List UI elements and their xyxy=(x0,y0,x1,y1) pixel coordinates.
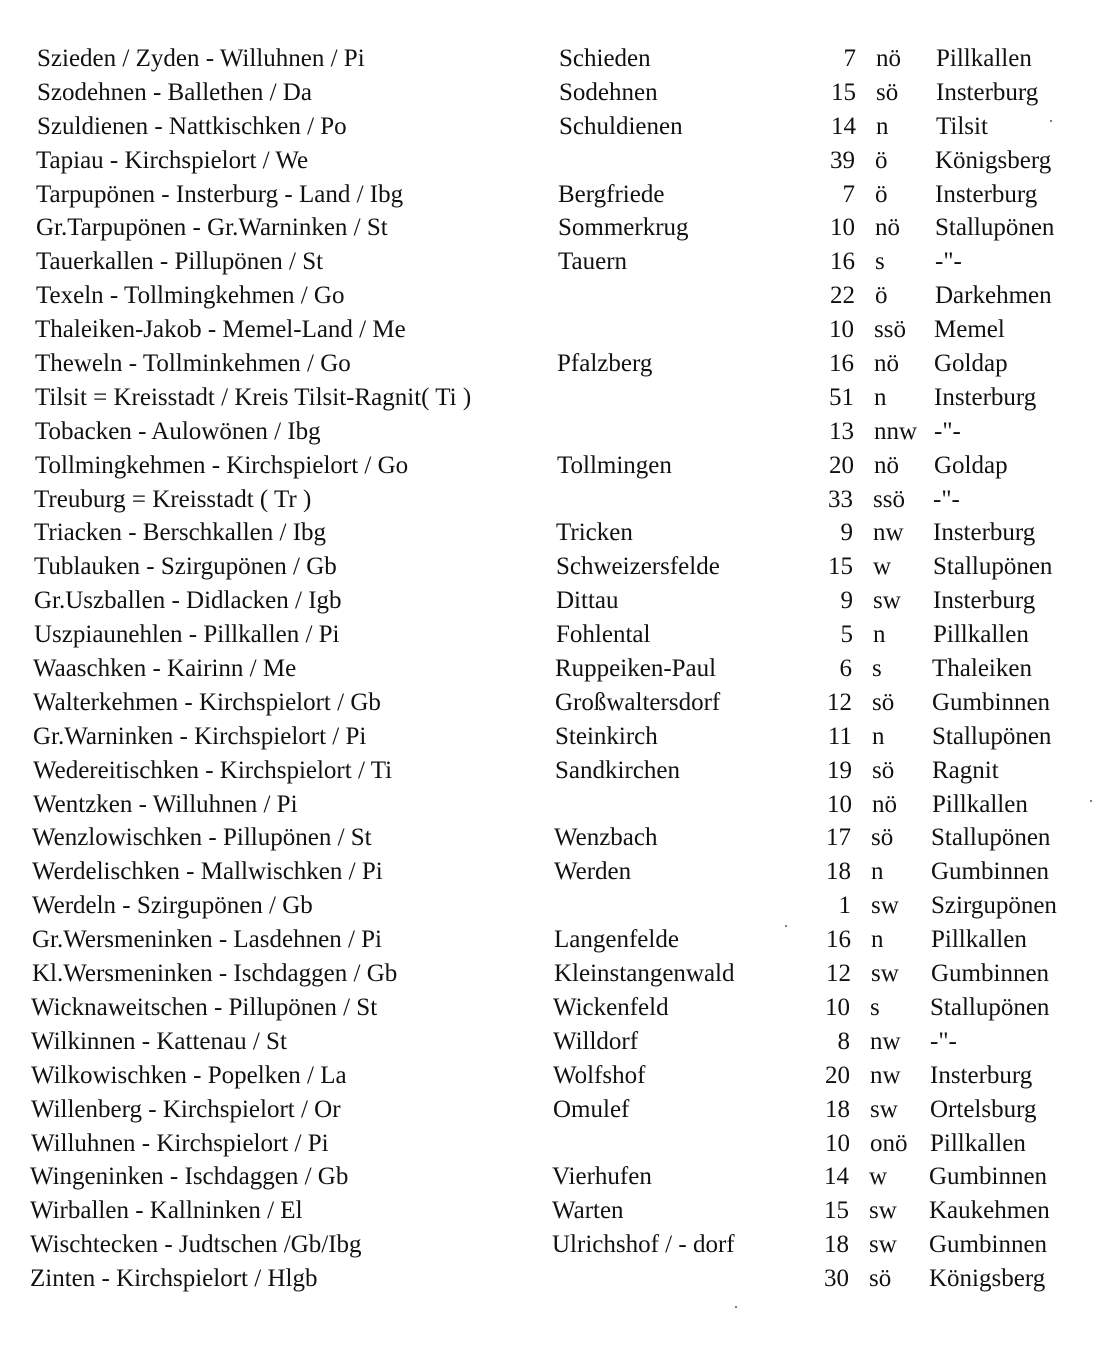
direction: n xyxy=(873,621,886,649)
list-item xyxy=(0,821,1106,855)
distance-km: 51 xyxy=(829,383,854,411)
reference-town: Pillkallen xyxy=(931,926,1027,954)
new-name: Pfalzberg xyxy=(557,350,653,378)
new-name: Werden xyxy=(554,858,632,886)
distance-km: 17 xyxy=(826,824,851,852)
distance-km: 16 xyxy=(826,926,851,954)
new-name: Wickenfeld xyxy=(553,993,669,1021)
place-name: Tobacken - Aulowönen / Ibg xyxy=(35,417,321,445)
distance-km: 16 xyxy=(829,350,854,378)
list-item xyxy=(0,110,1111,144)
list-item xyxy=(0,923,1106,957)
new-name: Wolfshof xyxy=(553,1061,646,1089)
scan-speck xyxy=(1050,120,1052,122)
direction: sw xyxy=(871,960,899,988)
place-name: Tublauken - Szirgupönen / Gb xyxy=(34,553,337,581)
reference-town: Insterburg xyxy=(933,587,1036,615)
list-item xyxy=(0,957,1106,991)
new-name: Sandkirchen xyxy=(555,756,680,784)
direction: n xyxy=(872,722,885,750)
distance-km: 19 xyxy=(827,756,852,784)
reference-town: Stallupönen xyxy=(931,824,1051,852)
place-name: Werdelischken - Mallwischken / Pi xyxy=(32,858,383,886)
distance-km: 10 xyxy=(827,790,852,818)
place-name: Werdeln - Szirgupönen / Gb xyxy=(32,892,313,920)
reference-town: Stallupönen xyxy=(933,553,1053,581)
reference-town: Memel xyxy=(934,316,1005,344)
distance-km: 22 xyxy=(830,282,855,310)
distance-km: 18 xyxy=(825,1095,850,1123)
new-name: Langenfelde xyxy=(554,926,679,954)
list-item xyxy=(0,144,1110,178)
scan-speck xyxy=(1090,800,1092,802)
place-name: Gr.Tarpupönen - Gr.Warninken / St xyxy=(36,214,388,242)
distance-km: 7 xyxy=(842,180,855,208)
list-item xyxy=(0,449,1109,483)
place-name: Tarpupönen - Insterburg - Land / Ibg xyxy=(36,180,404,208)
place-name: Szodehnen - Ballethen / Da xyxy=(37,78,312,106)
new-name: Sommerkrug xyxy=(558,214,689,242)
list-item xyxy=(0,686,1107,720)
new-name: Tollmingen xyxy=(557,451,672,479)
new-name: Wenzbach xyxy=(554,824,658,852)
distance-km: 15 xyxy=(828,553,853,581)
place-name: Wilkowischken - Popelken / La xyxy=(31,1061,347,1089)
place-name: Treuburg = Kreisstadt ( Tr ) xyxy=(34,485,312,513)
list-item xyxy=(0,720,1107,754)
reference-town: Darkehmen xyxy=(935,282,1052,310)
place-name: Wenzlowischken - Pillupönen / St xyxy=(32,824,372,852)
new-name: Warten xyxy=(552,1197,624,1225)
direction: sw xyxy=(873,587,901,615)
reference-town: Szirgupönen xyxy=(931,892,1057,920)
reference-town: Ragnit xyxy=(932,756,999,784)
place-name: Gr.Uszballen - Didlacken / Igb xyxy=(34,587,342,615)
reference-town: Pillkallen xyxy=(932,790,1028,818)
reference-town: Königsberg xyxy=(929,1265,1046,1293)
place-name: Tollmingkehmen - Kirchspielort / Go xyxy=(35,451,409,479)
place-name: Uszpiaunehlen - Pillkallen / Pi xyxy=(34,621,340,649)
place-name: Willuhnen - Kirchspielort / Pi xyxy=(31,1129,329,1157)
distance-km: 10 xyxy=(829,316,854,344)
reference-town: Ortelsburg xyxy=(930,1095,1037,1123)
new-name: Bergfriede xyxy=(558,180,665,208)
direction: nö xyxy=(876,45,901,72)
place-name: Tauerkallen - Pillupönen / St xyxy=(36,248,324,276)
reference-town: -"- xyxy=(935,248,962,276)
list-item xyxy=(0,42,1111,76)
distance-km: 14 xyxy=(824,1163,849,1191)
list-item xyxy=(0,754,1107,788)
direction: sw xyxy=(870,1095,898,1123)
direction: ssö xyxy=(873,485,905,513)
place-name: Willenberg - Kirchspielort / Or xyxy=(31,1095,341,1123)
direction: nw xyxy=(873,519,904,547)
list-item xyxy=(0,1025,1105,1059)
new-name: Tricken xyxy=(556,519,633,547)
direction: w xyxy=(869,1163,888,1191)
list-item xyxy=(0,211,1110,245)
direction: nw xyxy=(870,1027,901,1055)
new-name: Steinkirch xyxy=(555,722,658,750)
place-name: Szieden / Zyden - Willuhnen / Pi xyxy=(37,45,365,72)
distance-km: 39 xyxy=(830,146,855,174)
direction: s xyxy=(870,993,880,1021)
list-item xyxy=(0,381,1109,415)
place-name: Wedereitischken - Kirchspielort / Ti xyxy=(33,756,393,784)
reference-town: Goldap xyxy=(934,350,1008,378)
distance-km: 7 xyxy=(843,45,856,72)
list-item xyxy=(0,855,1106,889)
direction: onö xyxy=(870,1129,908,1157)
new-name: Schieden xyxy=(559,45,651,72)
direction: nw xyxy=(870,1061,901,1089)
place-name: Wingeninken - Ischdaggen / Gb xyxy=(30,1163,349,1191)
list-item xyxy=(0,991,1105,1025)
list-item xyxy=(0,1194,1104,1228)
place-name: Gr.Wersmeninken - Lasdehnen / Pi xyxy=(32,926,382,954)
place-name: Gr.Warninken - Kirchspielort / Pi xyxy=(33,722,367,750)
list-item xyxy=(0,415,1109,449)
reference-town: Stallupönen xyxy=(935,214,1055,242)
distance-km: 12 xyxy=(826,960,851,988)
list-item xyxy=(0,76,1111,110)
direction: n xyxy=(871,926,884,954)
new-name: Dittau xyxy=(556,587,619,615)
distance-km: 18 xyxy=(824,1231,849,1259)
list-item xyxy=(0,618,1108,652)
place-name: Wirballen - Kallninken / El xyxy=(30,1197,303,1225)
place-name: Szuldienen - Nattkischken / Po xyxy=(37,112,347,140)
direction: sw xyxy=(871,892,899,920)
list-item xyxy=(0,313,1109,347)
reference-town: Pillkallen xyxy=(930,1129,1026,1157)
list-item xyxy=(0,279,1110,313)
reference-town: -"- xyxy=(934,417,961,445)
distance-km: 20 xyxy=(825,1061,850,1089)
list-item xyxy=(0,347,1109,381)
distance-km: 15 xyxy=(831,78,856,106)
list-item xyxy=(0,516,1108,550)
reference-town: Goldap xyxy=(934,451,1008,479)
place-name: Kl.Wersmeninken - Ischdaggen / Gb xyxy=(32,960,398,988)
direction: ö xyxy=(875,282,888,310)
direction: sö xyxy=(872,688,895,716)
distance-km: 11 xyxy=(827,722,852,750)
direction: sö xyxy=(869,1265,892,1293)
direction: ö xyxy=(875,146,888,174)
new-name: Fohlental xyxy=(556,621,651,649)
reference-town: Gumbinnen xyxy=(931,858,1050,886)
direction: s xyxy=(872,655,882,683)
direction: sw xyxy=(869,1231,897,1259)
list-item xyxy=(0,550,1108,584)
reference-town: Gumbinnen xyxy=(932,688,1051,716)
place-name: Wicknaweitschen - Pillupönen / St xyxy=(31,993,378,1021)
distance-km: 8 xyxy=(837,1027,850,1055)
new-name: Omulef xyxy=(553,1095,630,1123)
distance-km: 20 xyxy=(829,451,854,479)
distance-km: 14 xyxy=(831,112,856,140)
list-item xyxy=(0,788,1107,822)
distance-km: 6 xyxy=(839,655,852,683)
direction: sö xyxy=(872,756,895,784)
direction: nö xyxy=(872,790,897,818)
distance-km: 18 xyxy=(826,858,851,886)
reference-town: Insterburg xyxy=(936,78,1039,106)
reference-town: Gumbinnen xyxy=(929,1163,1048,1191)
list-item xyxy=(0,245,1110,279)
distance-km: 33 xyxy=(828,485,853,513)
distance-km: 12 xyxy=(827,688,852,716)
direction: sö xyxy=(871,824,894,852)
direction: nnw xyxy=(874,417,918,445)
place-name: Wilkinnen - Kattenau / St xyxy=(31,1027,287,1055)
reference-town: Insterburg xyxy=(933,519,1036,547)
reference-town: Tilsit xyxy=(936,112,988,140)
direction: s xyxy=(875,248,885,276)
scan-speck xyxy=(785,925,787,927)
new-name: Vierhufen xyxy=(552,1163,652,1191)
place-name: Wentzken - Willuhnen / Pi xyxy=(33,790,298,818)
reference-town: Thaleiken xyxy=(932,655,1032,683)
reference-town: Stallupönen xyxy=(932,722,1052,750)
distance-km: 9 xyxy=(840,587,853,615)
new-name: Ulrichshof / - dorf xyxy=(552,1231,735,1259)
new-name: Kleinstangenwald xyxy=(554,960,735,988)
distance-km: 15 xyxy=(824,1197,849,1225)
distance-km: 13 xyxy=(829,417,854,445)
place-name: Tapiau - Kirchspielort / We xyxy=(36,146,309,174)
reference-town: -"- xyxy=(930,1027,957,1055)
direction: ö xyxy=(875,180,888,208)
direction: n xyxy=(876,112,889,140)
place-name: Tilsit = Kreisstadt / Kreis Tilsit-Ragnit( Ti ) xyxy=(35,383,472,411)
distance-km: 10 xyxy=(825,1129,850,1157)
direction: ssö xyxy=(874,316,906,344)
direction: n xyxy=(874,383,887,411)
reference-town: Pillkallen xyxy=(933,621,1029,649)
reference-town: Stallupönen xyxy=(930,993,1050,1021)
reference-town: Königsberg xyxy=(935,146,1052,174)
reference-town: Pillkallen xyxy=(936,45,1032,72)
new-name: Ruppeiken-Paul xyxy=(555,655,717,683)
place-name: Zinten - Kirchspielort / Hlgb xyxy=(30,1265,318,1293)
new-name: Großwaltersdorf xyxy=(555,688,721,716)
distance-km: 9 xyxy=(840,519,853,547)
scan-speck xyxy=(735,1306,737,1308)
reference-town: Gumbinnen xyxy=(929,1231,1048,1259)
place-name: Triacken - Berschkallen / Ibg xyxy=(34,519,327,547)
new-name: Schuldienen xyxy=(559,112,683,140)
place-name: Walterkehmen - Kirchspielort / Gb xyxy=(33,688,381,716)
direction: sö xyxy=(876,78,899,106)
reference-town: Insterburg xyxy=(930,1061,1033,1089)
reference-town: Insterburg xyxy=(934,383,1037,411)
direction: n xyxy=(871,858,884,886)
list-item xyxy=(0,1059,1105,1093)
list-item xyxy=(0,584,1108,618)
reference-town: Insterburg xyxy=(935,180,1038,208)
reference-town: Kaukehmen xyxy=(929,1197,1050,1225)
reference-town: -"- xyxy=(933,485,960,513)
place-name: Theweln - Tollminkehmen / Go xyxy=(35,350,351,378)
list-item xyxy=(0,889,1106,923)
list-item xyxy=(0,1093,1105,1127)
list-item xyxy=(0,1127,1105,1161)
place-name: Waaschken - Kairinn / Me xyxy=(33,655,297,683)
new-name: Schweizersfelde xyxy=(556,553,720,581)
list-item xyxy=(0,178,1110,212)
list-item xyxy=(0,652,1107,686)
new-name: Tauern xyxy=(558,248,628,276)
gazetteer-list xyxy=(0,42,1111,1296)
distance-km: 16 xyxy=(830,248,855,276)
list-item xyxy=(0,1262,1104,1296)
direction: sw xyxy=(869,1197,897,1225)
place-name: Thaleiken-Jakob - Memel-Land / Me xyxy=(35,316,406,344)
direction: nö xyxy=(874,350,899,378)
distance-km: 5 xyxy=(840,621,853,649)
distance-km: 1 xyxy=(838,892,851,920)
direction: w xyxy=(873,553,892,581)
new-name: Willdorf xyxy=(553,1027,639,1055)
place-name: Texeln - Tollmingkehmen / Go xyxy=(36,282,345,310)
list-item xyxy=(0,1228,1104,1262)
distance-km: 30 xyxy=(824,1265,849,1293)
new-name: Sodehnen xyxy=(559,78,658,106)
list-item xyxy=(0,1160,1104,1194)
distance-km: 10 xyxy=(825,993,850,1021)
place-name: Wischtecken - Judtschen /Gb/Ibg xyxy=(30,1231,362,1259)
distance-km: 10 xyxy=(830,214,855,242)
direction: nö xyxy=(874,451,899,479)
direction: nö xyxy=(875,214,900,242)
list-item xyxy=(0,483,1108,517)
reference-town: Gumbinnen xyxy=(931,960,1050,988)
